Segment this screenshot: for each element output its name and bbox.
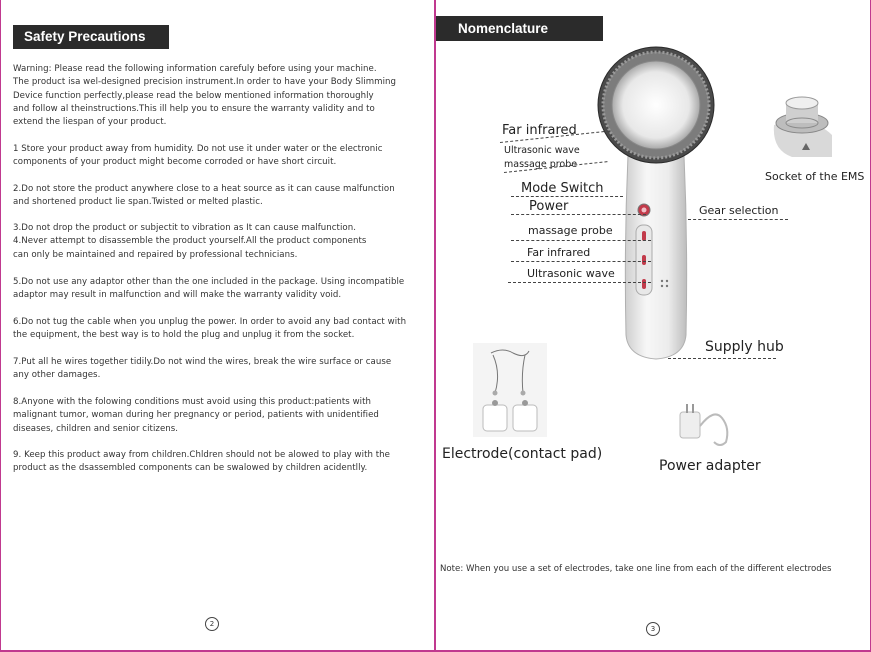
precaution-3-4: 3.Do not drop the product or subjectit to vibration as It can cause malfunction. 4.Never attempt to disassemble the product yourself.All the product components can only be maintained and repaired by professional technicians.: [13, 223, 367, 260]
label-power: Power: [529, 199, 569, 214]
precaution-1: 1 Store your product away from humidity. Do not use it under water or the electronic components of your product might become corroded or have short circuit.: [13, 144, 383, 168]
precaution-5: 5.Do not use any adaptor other than the one included in the package. Using incompatible adaptor may result in malfunction and will make the warranty validity void.: [13, 277, 405, 301]
label-massage-probe-small: massage probe: [504, 159, 578, 170]
leader-mode-switch: [511, 196, 623, 197]
precaution-2: 2.Do not store the product anywhere close to a heat source as it can cause malfunction and shortened product lie span.Twisted or melted plastic.: [13, 184, 395, 208]
label-electrode: Electrode(contact pad): [442, 446, 603, 462]
leader-ultrasonic-button: [508, 282, 651, 283]
label-far-infrared-head: Far infrared: [502, 123, 577, 138]
safety-header: Safety Precautions: [13, 25, 169, 49]
precaution-7: 7.Put all he wires together tidily.Do not wind the wires, break the wire surface or cause any other damages.: [13, 357, 392, 381]
ems-socket-illustration: [772, 95, 842, 160]
page-number-right: 3: [646, 622, 660, 636]
precaution-9: 9. Keep this product away from children.Chldren should not be alowed to play with the product as the dsassembled components can be swalowed by children acidentlly.: [13, 450, 391, 474]
electrode-pads-illustration: [473, 343, 547, 437]
page-number-left: 2: [205, 617, 219, 631]
label-ultrasonic-wave: Ultrasonic wave: [527, 267, 615, 280]
label-massage-probe: massage probe: [528, 224, 613, 237]
left-page: [0, 0, 435, 652]
label-far-infrared: Far infrared: [527, 246, 591, 259]
label-socket-ems: Socket of the EMS: [765, 170, 865, 183]
leader-power: [511, 214, 646, 215]
label-mode-switch: Mode Switch: [521, 181, 604, 196]
electrode-note: Note: When you use a set of electrodes, take one line from each of the different electrodes: [440, 564, 832, 574]
warning-paragraph: Warning: Please read the following information carefuly before using your machine. The product isa wel-designed precision instrument.In order to have your Body Slimming Device function perfectly,please read the below mentioned information thoroughly and follow al theinstructions.This ill help you to ensure the warranty validity and to extend the liespan of your product.: [13, 64, 397, 128]
precaution-8: 8.Anyone with the folowing conditions must avoid using this product:patients with malignant tumor, woman during her pregnancy or period, patients with unidentified diseases, children and senior citizens.: [13, 397, 379, 434]
leader-gear-selection: [688, 219, 788, 220]
power-adapter-illustration: [674, 398, 738, 450]
precaution-6: 6.Do not tug the cable when you unplug the power. In order to avoid any bad contact with the equipment, the best way is to hold the plug and unplug it from the socket.: [13, 317, 407, 341]
right-page: [436, 0, 871, 652]
label-gear-selection: Gear selection: [699, 204, 779, 217]
label-power-adapter: Power adapter: [659, 458, 761, 474]
leader-far-infrared-button: [511, 261, 651, 262]
nomenclature-header: Nomenclature: [436, 16, 603, 41]
label-ultrasonic-wave-small: Ultrasonic wave: [504, 145, 580, 156]
label-supply-hub: Supply hub: [705, 339, 784, 355]
leader-supply-hub: [668, 358, 776, 359]
leader-massage-probe: [511, 240, 651, 241]
